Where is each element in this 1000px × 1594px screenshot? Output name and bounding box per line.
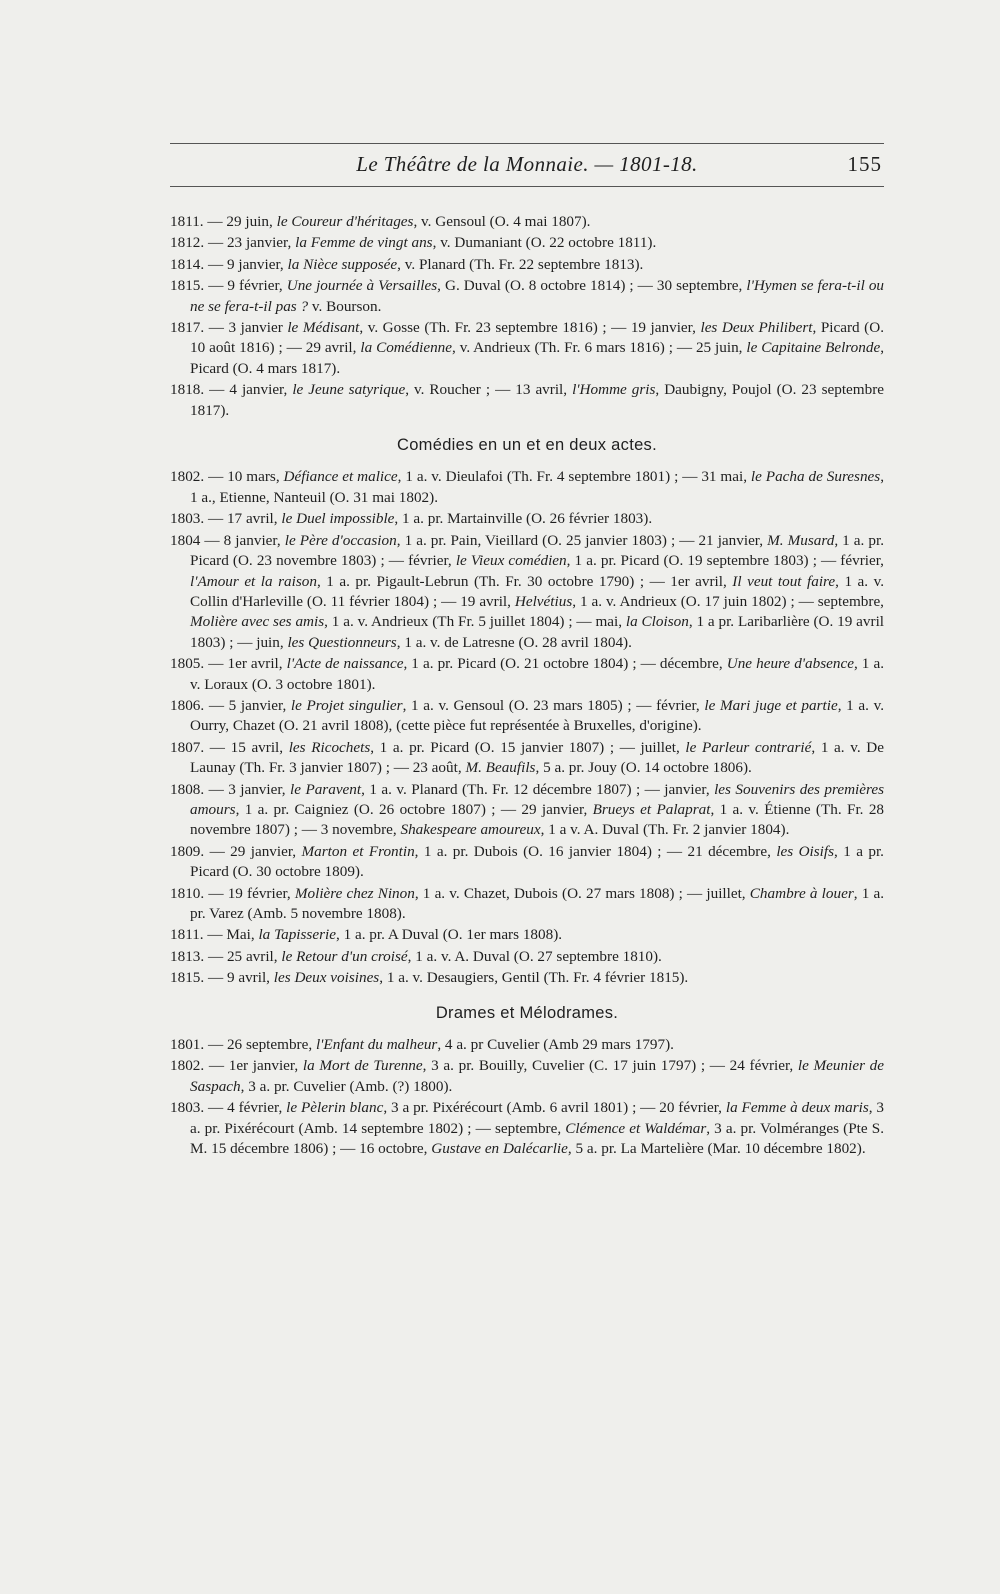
entry-text: 1809. — 29 janvier,	[170, 842, 302, 860]
entry-text: , v. Planard (Th. Fr. 22 septembre 1813).	[397, 255, 644, 273]
entry-text: , 4 a. pr Cuvelier (Amb 29 mars 1797).	[437, 1036, 674, 1054]
entry-text: 1802. — 1er janvier,	[170, 1057, 303, 1075]
play-title: le Vieux comédien	[455, 552, 567, 570]
entry-text: , 1 a. pr. Pain, Vieillard (O. 25 janvier 1803) ; — 21 janvier,	[396, 531, 768, 549]
chronology-entry	[170, 509, 884, 529]
chronology-entry	[170, 947, 884, 967]
entry-text: , 1 a. v. Étienne (Th. Fr. 28 novembre 1807) ; — 3 novembre,	[190, 800, 885, 839]
entry-text: , 5 a. pr. Jouy (O. 14 octobre 1806).	[535, 759, 752, 777]
chronology-entry	[170, 696, 884, 737]
play-title: Clémence et Waldémar	[565, 1119, 707, 1137]
entry-text: 1806. — 5 janvier,	[170, 696, 291, 714]
play-title: Brueys et Palaprat	[592, 800, 711, 818]
play-title: le Projet singulier	[290, 696, 403, 714]
chronology-entry	[170, 780, 884, 841]
running-header	[170, 152, 884, 182]
play-title: le Parleur contrarié	[685, 738, 812, 756]
play-title: les Ricochets	[288, 738, 371, 756]
play-title: les Souvenirs des premières amours	[190, 780, 884, 818]
entry-text: , 1 a. v. Desaugiers, Gentil (Th. Fr. 4 février 1815).	[379, 969, 689, 987]
play-title: Molière avec ses amis	[190, 613, 325, 631]
section-title: Comédies en un et en deux actes.	[396, 436, 657, 455]
play-title: le Meunier de Saspach	[190, 1057, 885, 1095]
entry-text: , 1 a. pr. Picard (O. 21 octobre 1804) ; — décembre,	[403, 655, 727, 673]
entry-text: , 1 a. v. De Launay (Th. Fr. 3 janvier 1807) ; — 23 août,	[190, 738, 884, 777]
play-title: Molière chez Ninon	[294, 884, 415, 902]
chronology-entry	[170, 276, 884, 317]
play-title: la Comédienne	[360, 339, 452, 357]
chronology-entry	[170, 531, 884, 653]
play-title: la Tapisserie	[258, 926, 336, 944]
play-title: l'Enfant du malheur	[315, 1036, 438, 1054]
play-title: le Mari juge et partie	[704, 696, 838, 714]
play-title: Une heure d'absence	[726, 655, 854, 673]
chronology-entry	[170, 233, 884, 253]
chronology-entry	[170, 1035, 884, 1055]
entry-text: , Daubigny, Poujol (O. 23 septembre 1817).	[190, 381, 885, 419]
play-title: le Paravent	[290, 780, 362, 798]
entry-text: 1814. — 9 janvier,	[170, 255, 288, 273]
entry-text: 1815. — 9 avril,	[170, 969, 274, 987]
entry-text: , 1 a. pr. Picard (O. 23 novembre 1803) ; — février,	[190, 531, 885, 570]
entry-text: , 1 a. pr. Picard (O. 19 septembre 1803) ; — février,	[566, 552, 884, 570]
entry-text: 1808. — 3 janvier,	[170, 780, 291, 798]
chronology-entry	[170, 884, 884, 925]
play-title: le Capitaine Belronde	[746, 339, 881, 357]
play-title: Défiance et malice	[283, 468, 398, 486]
entry-text: , 1 a. v. Planard (Th. Fr. 12 décembre 1807) ; — janvier,	[361, 780, 715, 798]
entry-text: , 1 a pr. Picard (O. 30 octobre 1809).	[190, 842, 884, 881]
entry-text: , Picard (O. 4 mars 1817).	[190, 339, 884, 377]
entry-text: , 1 a. v. de Latresne (O. 28 avril 1804).	[396, 633, 632, 651]
entry-text: 1803. — 17 avril,	[170, 510, 282, 528]
entry-text: , 1 a. v. Collin d'Harleville (O. 11 février 1804) ; — 19 avril,	[190, 572, 884, 610]
entry-text: 1812. — 23 janvier,	[170, 234, 296, 252]
play-title: Helvétius	[514, 592, 573, 610]
entry-text: , v. Andrieux (Th. Fr. 6 mars 1816) ; — 25 juin,	[452, 339, 747, 357]
entry-text: 1811. — Mai,	[170, 926, 259, 944]
page-body	[170, 212, 884, 1160]
play-title: les Oisifs	[776, 842, 835, 860]
play-title: le Duel impossible	[281, 510, 395, 528]
chronology-entry	[170, 738, 884, 779]
entry-text: , 1 a. pr. Varez (Amb. 5 novembre 1808).	[190, 884, 884, 922]
chronology-entry	[170, 925, 884, 945]
play-title: les Deux voisines	[273, 969, 380, 987]
entry-text: , 3 a pr. Pixérécourt (Amb. 6 avril 1801) ; — 20 février,	[383, 1099, 726, 1117]
entry-text: 1811. — 29 juin,	[170, 213, 277, 230]
entry-text: , v. Roucher ; — 13 avril,	[405, 381, 573, 399]
entry-text: , 1 a., Etienne, Nanteuil (O. 31 mai 1802).	[190, 468, 884, 506]
chronology-entry	[170, 318, 884, 379]
play-title: le Coureur d'héritages	[276, 213, 414, 230]
entry-text: , 1 a. v. Ourry, Chazet (O. 21 avril 1808), (cette pièce fut représentée à Bruxelles, d'origine).	[190, 696, 884, 735]
entry-text: 1817. — 3 janvier	[170, 319, 288, 337]
entry-text: 1805. — 1er avril,	[170, 655, 287, 673]
entry-text: v. Bourson.	[308, 297, 382, 315]
entry-text: , v. Gensoul (O. 4 mai 1807).	[413, 213, 591, 230]
entry-text: , 1 a. pr. A Duval (O. 1er mars 1808).	[335, 926, 563, 944]
entry-text: , 1 a v. A. Duval (Th. Fr. 2 janvier 1804).	[540, 821, 790, 839]
entry-text: , 1 a. v. A. Duval (O. 27 septembre 1810).	[407, 947, 662, 965]
header-rule-top	[170, 143, 884, 144]
chronology-entry	[170, 1056, 884, 1097]
entry-text: , 1 a. v. Dieulafoi (Th. Fr. 4 septembre 1801) ; — 31 mai,	[397, 468, 751, 486]
entry-text: 1802. — 10 mars,	[170, 468, 284, 486]
entry-text: 1813. — 25 avril,	[170, 947, 282, 965]
play-title: le Retour d'un croisé	[281, 947, 408, 965]
chronology-entry	[170, 1098, 884, 1159]
chronology-entry	[170, 380, 884, 421]
entry-text: 1803. — 4 février,	[170, 1099, 287, 1117]
play-title: le Pèlerin blanc	[286, 1099, 384, 1117]
play-title: le Pacha de Suresnes	[750, 468, 881, 486]
chronology-entry	[170, 467, 884, 508]
header-rule-bottom	[170, 186, 884, 187]
play-title: la Femme à deux maris	[725, 1099, 869, 1117]
play-title: l'Hymen se fera-t-il ou ne se fera-t-il pas ?	[190, 277, 885, 315]
entry-text: , 3 a. pr. Volméranges (Pte S. M. 15 décembre 1806) ; — 16 octobre,	[190, 1119, 884, 1158]
entry-text: 1804 — 8 janvier,	[170, 531, 285, 549]
play-title: le Médisant	[287, 319, 360, 337]
page-number: 155	[847, 152, 882, 176]
chronology-entry	[170, 968, 884, 988]
play-title: M. Beaufils	[465, 759, 536, 777]
entry-text: , 1 a. v. Andrieux (Th Fr. 5 juillet 1804) ; — mai,	[324, 613, 626, 631]
entry-text: , 1 a. pr. Caigniez (O. 26 octobre 1807) ; — 29 janvier,	[235, 800, 593, 818]
play-title: la Cloison	[625, 613, 689, 631]
entry-text: 1807. — 15 avril,	[170, 738, 289, 756]
play-title: l'Acte de naissance	[286, 655, 404, 673]
entry-text: , 3 a. pr. Pixérécourt (Amb. 14 septembre 1802) ; — septembre,	[190, 1099, 885, 1137]
chronology-entry	[170, 212, 884, 232]
entry-text: , 1 a. v. Gensoul (O. 23 mars 1805) ; — février,	[402, 696, 705, 714]
entry-text: , 1 a. pr. Dubois (O. 16 janvier 1804) ; — 21 décembre,	[414, 842, 777, 860]
running-title: Le Théâtre de la Monnaie. — 1801-18.	[356, 152, 698, 176]
entry-text: , 1 a. v. Loraux (O. 3 octobre 1801).	[190, 655, 885, 693]
entry-text: , 1 a. v. Chazet, Dubois (O. 27 mars 1808) ; — juillet,	[414, 884, 750, 902]
entry-text: , 3 a. pr. Bouilly, Cuvelier (C. 17 juin 1797) ; — 24 février,	[422, 1057, 798, 1075]
play-title: Marton et Frontin	[301, 842, 415, 860]
play-title: la Nièce supposée	[287, 255, 398, 273]
entry-text: , v. Gosse (Th. Fr. 23 septembre 1816) ; — 19 janvier,	[359, 319, 701, 337]
play-title: les Questionneurs	[287, 633, 397, 651]
entry-text: , 5 a. pr. La Martelière (Mar. 10 décembre 1802).	[567, 1140, 866, 1158]
entry-text: , G. Duval (O. 8 octobre 1814) ; — 30 septembre,	[437, 277, 747, 295]
entry-text: 1818. — 4 janvier,	[170, 381, 293, 399]
entry-text: 1815. — 9 février,	[170, 277, 287, 295]
entry-text: , 1 a. pr. Pigault-Lebrun (Th. Fr. 30 octobre 1790) ; — 1er avril,	[316, 572, 733, 590]
entry-text: , 1 a pr. Laribarlière (O. 19 avril 1803) ; — juin,	[190, 613, 885, 651]
play-title: M. Musard	[767, 531, 835, 549]
play-title: la Femme de vingt ans	[295, 234, 433, 252]
play-title: Il veut tout faire	[732, 572, 836, 590]
entry-text: , 1 a. pr. Picard (O. 15 janvier 1807) ; — juillet,	[370, 738, 686, 756]
play-title: Gustave en Dalécarlie	[431, 1140, 568, 1158]
entry-text: 1801. — 26 septembre,	[170, 1036, 316, 1054]
entry-text: , 1 a. v. Andrieux (O. 17 juin 1802) ; — septembre,	[572, 592, 884, 610]
entry-text: , Picard (O. 10 août 1816) ; — 29 avril,	[190, 319, 885, 357]
entry-text: 1810. — 19 février,	[170, 884, 295, 902]
play-title: Une journée à Versailles	[286, 277, 438, 295]
play-title: la Mort de Turenne	[302, 1057, 423, 1075]
play-title: le Père d'occasion	[284, 531, 397, 549]
play-title: l'Amour et la raison	[190, 572, 317, 590]
section-title: Drames et Mélodrames.	[435, 1003, 619, 1022]
play-title: Chambre à louer	[749, 884, 854, 902]
chronology-entry	[170, 842, 884, 883]
play-title: l'Homme gris	[572, 381, 656, 399]
play-title: les Deux Philibert	[700, 319, 813, 337]
entry-text: , 3 a. pr. Cuvelier (Amb. (?) 1800).	[240, 1077, 453, 1095]
chronology-entry	[170, 255, 884, 275]
play-title: Shakespeare amoureux	[400, 821, 541, 839]
chronology-entry	[170, 654, 884, 695]
entry-text: , v. Dumaniant (O. 22 octobre 1811).	[432, 234, 657, 252]
entry-text: , 1 a. pr. Martainville (O. 26 février 1803).	[394, 510, 653, 528]
play-title: le Jeune satyrique	[292, 381, 406, 399]
